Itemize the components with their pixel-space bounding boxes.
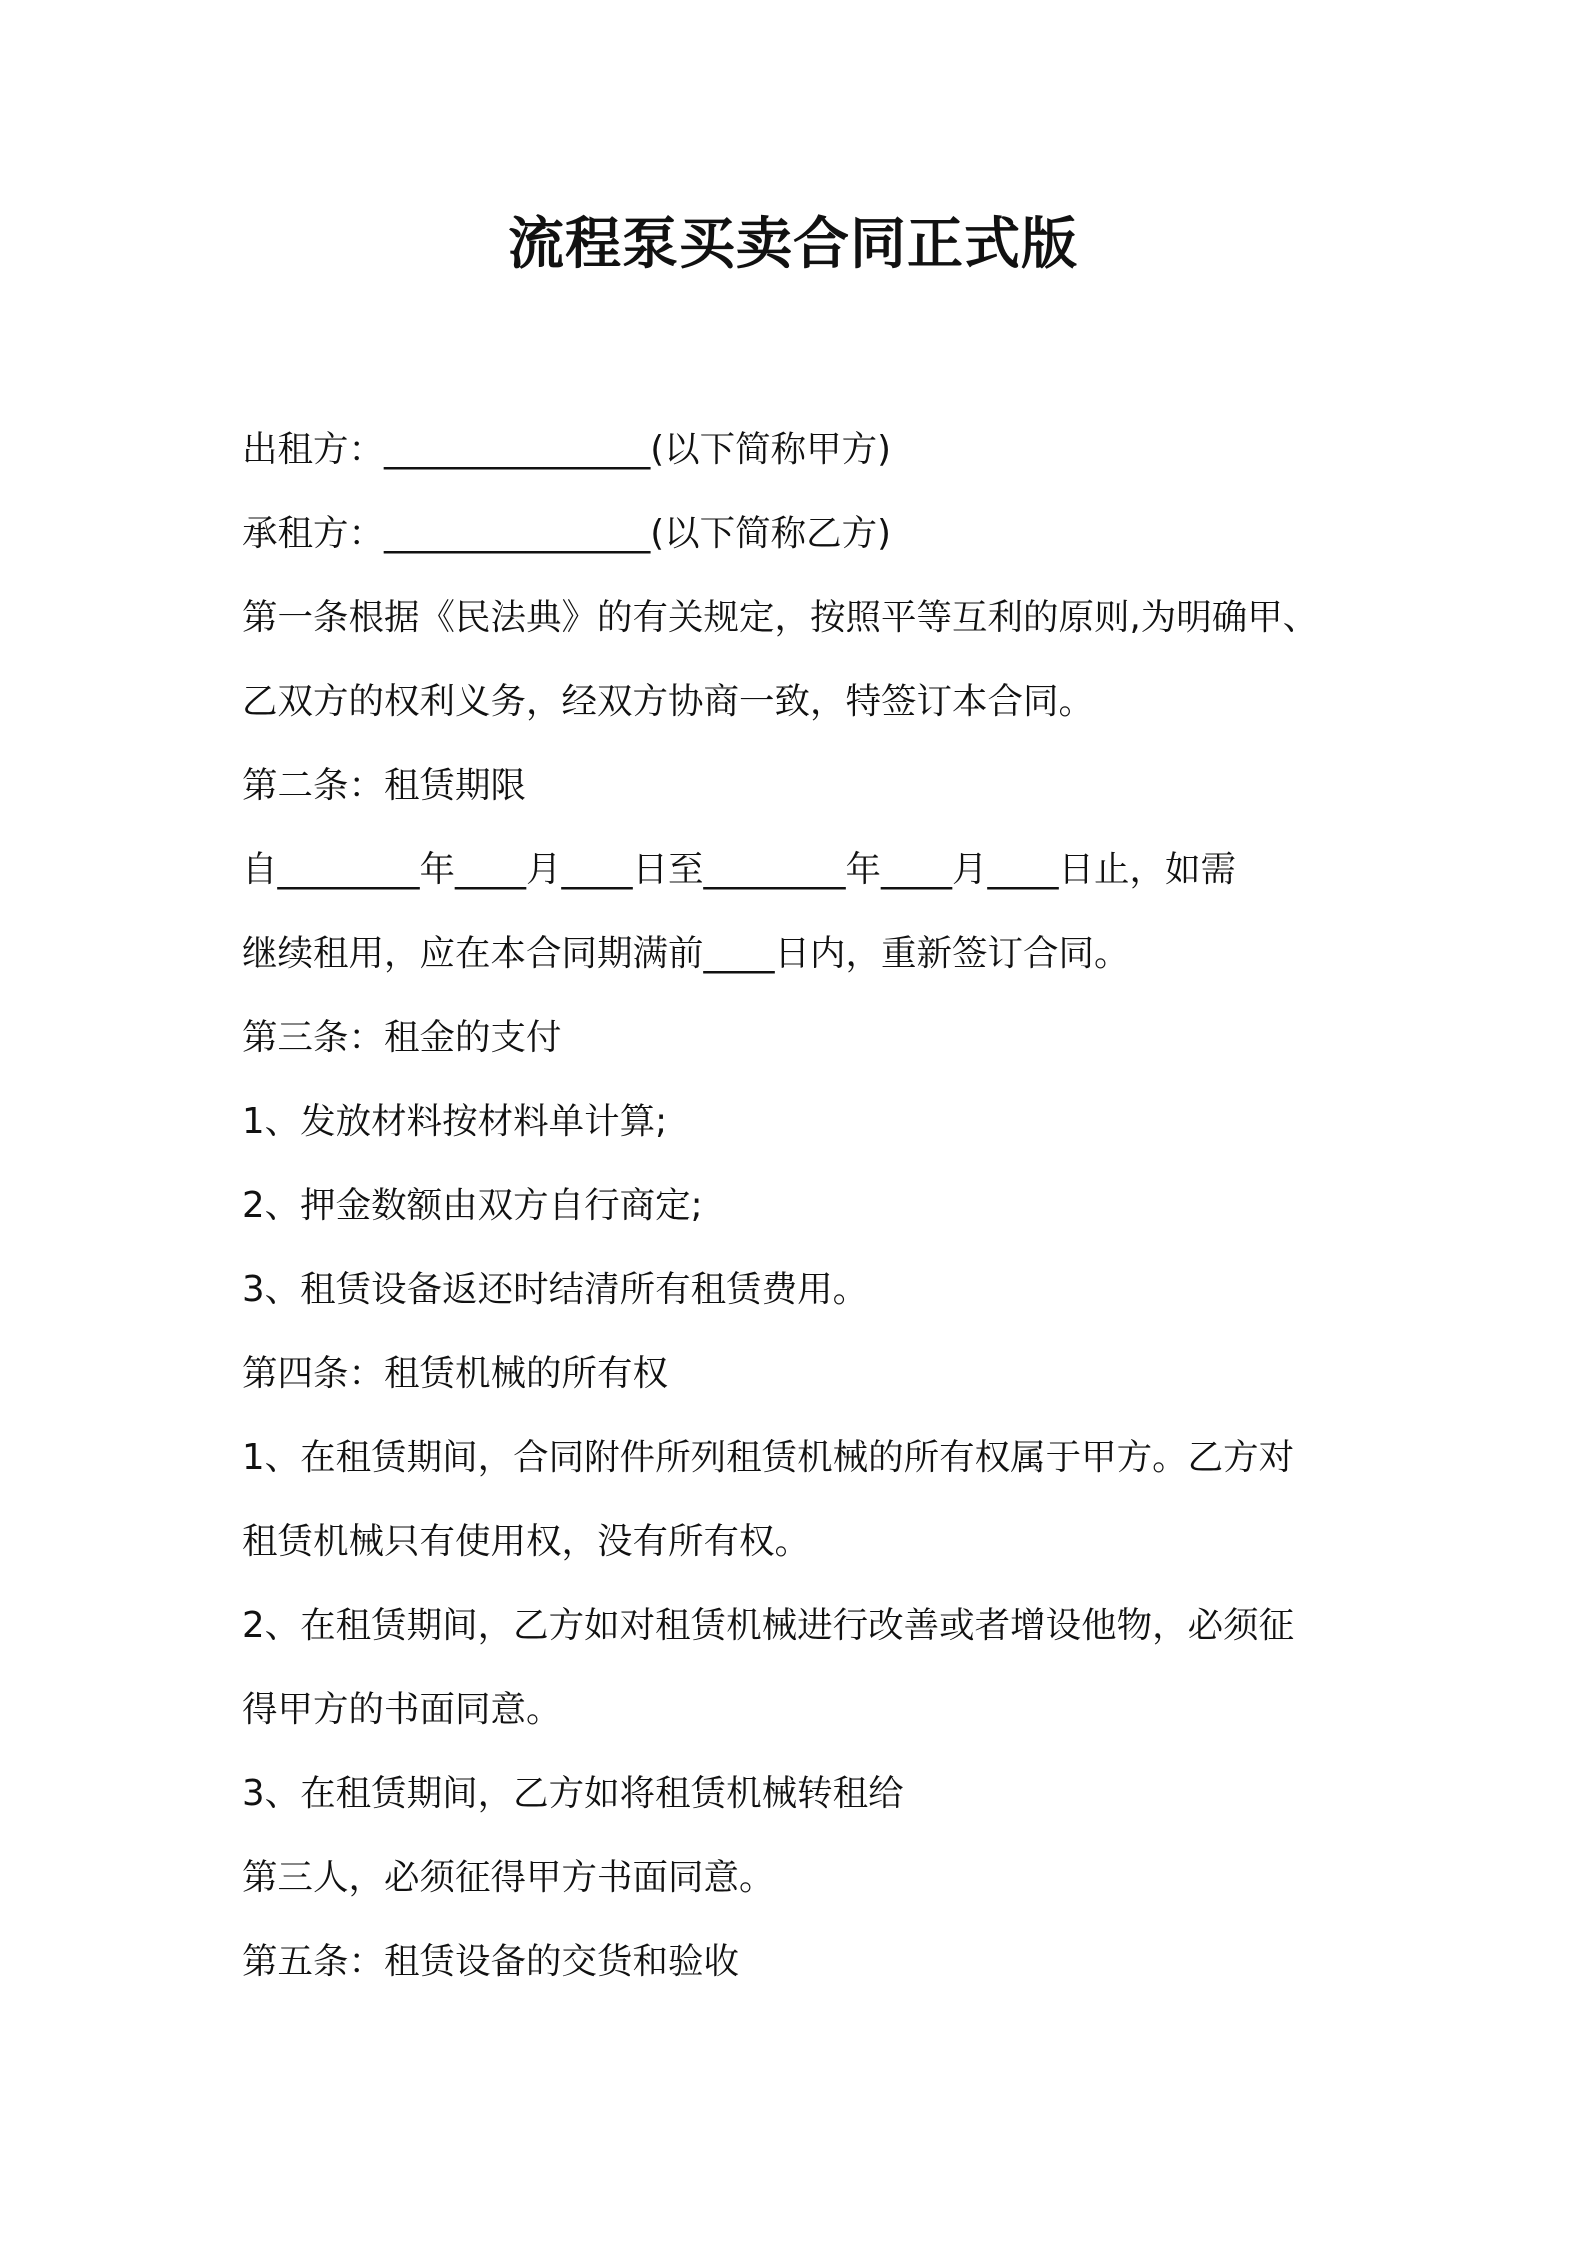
line-article-4-heading: 第四条：租赁机械的所有权 [242, 1353, 669, 1394]
line-article-4-item-1-a: 1、在租赁期间，合同附件所列租赁机械的所有权属于甲方。乙方对 [242, 1437, 1295, 1478]
line-article-3-item-1: 1、发放材料按材料单计算; [242, 1101, 668, 1142]
line-article-2-b: 继续租用，应在本合同期满前____日内，重新签订合同。 [242, 933, 1130, 974]
line-article-4-item-2-b: 得甲方的书面同意。 [242, 1689, 562, 1730]
line-article-4-item-2-a: 2、在租赁期间，乙方如对租赁机械进行改善或者增设他物，必须征 [242, 1605, 1295, 1646]
line-article-2-heading: 第二条：租赁期限 [242, 765, 527, 806]
line-article-3-item-3: 3、租赁设备返还时结清所有租赁费用。 [242, 1269, 869, 1310]
document-title: 流程泵买卖合同正式版 [508, 212, 1078, 277]
document-body [242, 408, 1362, 2004]
line-article-4-item-3-a: 3、在租赁期间，乙方如将租赁机械转租给 [242, 1773, 904, 1814]
line-article-3-heading: 第三条：租金的支付 [242, 1017, 562, 1058]
line-lessee: 承租方：_______________(以下简称乙方) [242, 513, 891, 554]
line-article-1-b: 乙双方的权利义务，经双方协商一致，特签订本合同。 [242, 681, 1095, 722]
line-lessor: 出租方：_______________(以下简称甲方) [242, 429, 891, 470]
line-article-1-a: 第一条根据《民法典》的有关规定，按照平等互利的原则,为明确甲、 [242, 597, 1319, 638]
line-article-5-heading: 第五条：租赁设备的交货和验收 [242, 1941, 740, 1982]
line-article-3-item-2: 2、押金数额由双方自行商定; [242, 1185, 703, 1226]
line-article-4-item-1-b: 租赁机械只有使用权，没有所有权。 [242, 1521, 811, 1562]
line-article-2-a: 自________年____月____日至________年____月____日止，如需 [242, 849, 1237, 890]
line-article-4-item-3-b: 第三人，必须征得甲方书面同意。 [242, 1857, 775, 1898]
